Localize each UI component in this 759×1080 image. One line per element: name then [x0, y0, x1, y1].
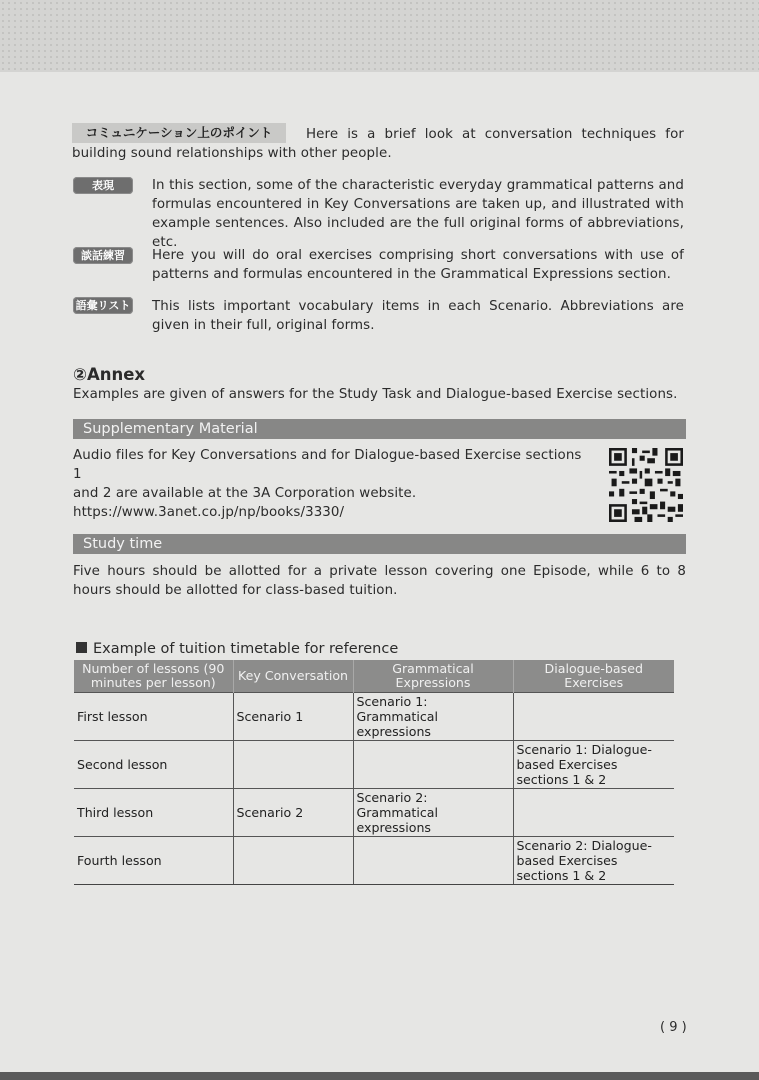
timetable — [74, 660, 674, 885]
header-key-conversation: Key Conversation — [233, 660, 353, 693]
header-band — [0, 0, 759, 72]
table-cell: Scenario 2: Grammatical expressions — [353, 789, 513, 837]
communication-label: コミュニケーション上のポイント — [72, 123, 286, 143]
table-cell: Second lesson — [74, 741, 233, 789]
badge-expressions: 表現 — [73, 177, 133, 194]
table-cell: Fourth lesson — [74, 837, 233, 885]
table-row — [74, 789, 674, 837]
annex-title: ②Annex — [73, 365, 146, 384]
header-dialogue-exercises: Dialogue-based Exercises — [513, 660, 674, 693]
communication-intro: Here is a brief look at conversation techniques for building sound relationships with other people. — [72, 127, 684, 161]
supplementary-line-1: Audio files for Key Conversations and for Dialogue-based Exercise sections 1 — [73, 448, 582, 482]
annex-text: Examples are given of answers for the Study Task and Dialogue-based Exercise sections. — [73, 387, 678, 402]
table-cell: Scenario 2 — [233, 789, 353, 837]
item-expressions-text: In this section, some of the characteristic everyday grammatical patterns and formulas encountered in Key Conversations are taken up, and illustrated with example sentences. Also included are the full original forms of abbreviations, etc. — [152, 178, 684, 250]
table-cell: Third lesson — [74, 789, 233, 837]
table-row — [74, 693, 674, 741]
header-lessons: Number of lessons (90 minutes per lesson) — [74, 660, 233, 693]
table-cell: Scenario 1 — [233, 693, 353, 741]
table-cell — [233, 741, 353, 789]
qr-code-icon[interactable] — [607, 448, 685, 522]
item-vocabulary-list-text: This lists important vocabulary items in each Scenario. Abbreviations are given in their full, original forms. — [152, 299, 684, 333]
table-cell: Scenario 1: Dialogue-based Exercises sections 1 & 2 — [513, 741, 674, 789]
timetable-title — [76, 639, 398, 659]
table-row — [74, 837, 674, 885]
table-row — [74, 741, 674, 789]
supplementary-url[interactable]: https://www.3anet.co.jp/np/books/3330/ — [73, 505, 345, 520]
square-bullet-icon — [76, 642, 87, 653]
table-cell: Scenario 1: Grammatical expressions — [353, 693, 513, 741]
item-dialogue-practice-text: Here you will do oral exercises comprising short conversations with use of patterns and formulas encountered in the Grammatical Expressions section. — [152, 248, 684, 282]
timetable-title-text: Example of tuition timetable for reference — [93, 641, 399, 657]
study-time-text: Five hours should be allotted for a private lesson covering one Episode, while 6 to 8 hours should be allotted for class-based tuition. — [73, 564, 686, 598]
badge-dialogue-practice: 談話練習 — [73, 247, 133, 264]
supplementary-line-2: and 2 are available at the 3A Corporation website. — [73, 486, 417, 501]
table-header-row — [74, 660, 674, 693]
table-cell — [353, 837, 513, 885]
page-number: ( 9 ) — [660, 1020, 687, 1035]
table-cell — [513, 789, 674, 837]
table-cell: First lesson — [74, 693, 233, 741]
supplementary-text — [73, 446, 593, 522]
header-grammatical-expressions: Grammatical Expressions — [353, 660, 513, 693]
study-time-bar: Study time — [73, 534, 686, 554]
table-cell — [353, 741, 513, 789]
table-cell — [233, 837, 353, 885]
table-cell: Scenario 2: Dialogue-based Exercises sections 1 & 2 — [513, 837, 674, 885]
supplementary-bar: Supplementary Material — [73, 419, 686, 439]
badge-vocabulary-list: 語彙リスト — [73, 297, 133, 314]
table-cell — [513, 693, 674, 741]
